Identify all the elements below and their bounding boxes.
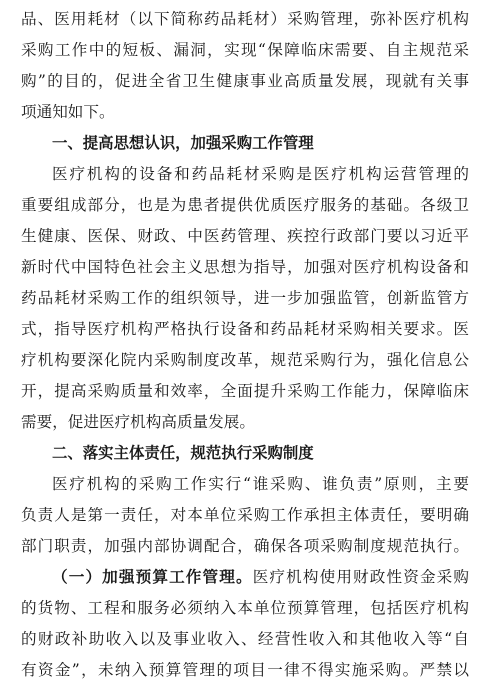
paragraph-line: 的财政补助收入以及事业收入、经营性收入和其他收入等“自 [21,630,469,648]
paragraph-line: 项通知如下。 [21,103,115,121]
paragraph-line: 购”的目的，促进全省卫生健康事业高质量发展，现就有关事 [21,72,469,90]
paragraph-line: 采购工作中的短板、漏洞，实现“保障临床需要、自主规范采 [21,41,469,59]
section-heading-1: 一、提高思想认识，加强采购工作管理 [52,134,314,152]
section-heading-2: 二、落实主体责任，规范执行采购制度 [52,444,314,462]
paragraph-line: 医疗机构的采购工作实行“谁采购、谁负责”原则，主要 [52,475,469,493]
paragraph-line: 有资金”，未纳入预算管理的项目一律不得实施采购。严禁以 [21,661,469,679]
paragraph-line: 品、医用耗材（以下简称药品耗材）采购管理，弥补医疗机构 [21,10,469,28]
paragraph-line: 式，指导医疗机构严格执行设备和药品耗材采购相关要求。医 [21,320,469,338]
subsection-heading: （一）加强预算工作管理。 [52,568,253,586]
paragraph-line: 部门职责，加强内部协调配合，确保各项采购制度规范执行。 [21,537,469,555]
paragraph-line: 的货物、工程和服务必须纳入本单位预算管理，包括医疗机构 [21,599,469,617]
paragraph-line: 疗机构要深化院内采购制度改革，规范采购行为，强化信息公 [21,351,469,369]
paragraph-line: 需要，促进医疗机构高质量发展。 [21,413,255,431]
paragraph-line: 开，提高采购质量和效率，全面提升采购工作能力，保障临床 [21,382,469,400]
paragraph-line: 负责人是第一责任，对本单位采购工作承担主体责任，要明确 [21,506,469,524]
paragraph-text: 医疗机构使用财政性资金采购 [252,568,469,586]
paragraph-line: 生健康、医保、财政、中医药管理、疾控行政部门要以习近平 [21,227,469,245]
paragraph-line: 新时代中国特色社会主义思想为指导，加强对医疗机构设备和 [21,258,469,276]
paragraph-line: 重要组成部分，也是为患者提供优质医疗服务的基础。各级卫 [21,196,469,214]
paragraph-line-with-subheading [52,562,469,593]
paragraph-line: 医疗机构的设备和药品耗材采购是医疗机构运营管理的 [52,165,469,183]
paragraph-line: 药品耗材采购工作的组织领导，进一步加强监管，创新监管方 [21,289,469,307]
